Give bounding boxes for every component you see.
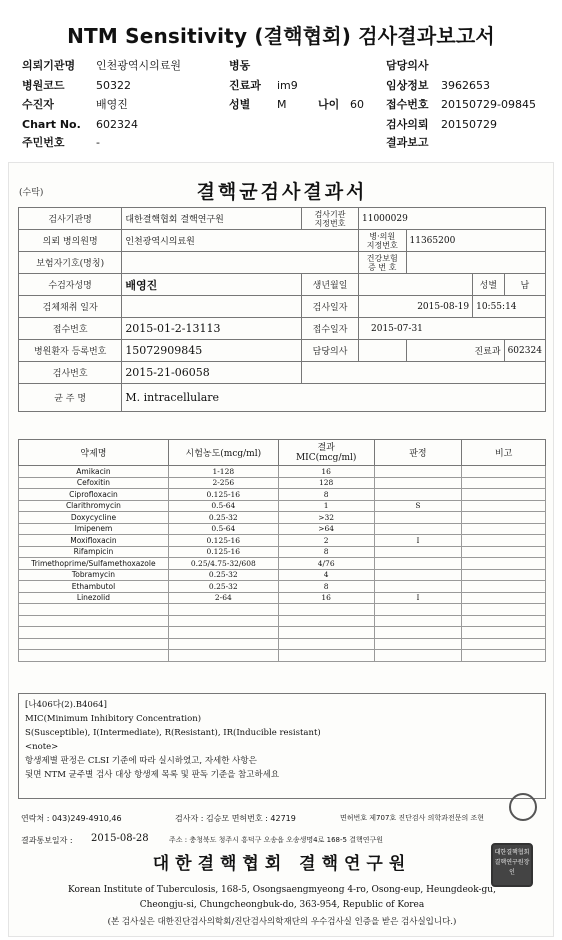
receipt-value: 20150729-09845: [441, 98, 536, 111]
interpretation: [374, 523, 462, 535]
collect-date-label: 검체채취 일자: [19, 296, 122, 318]
interpretation: [374, 466, 462, 478]
drug-row: [19, 592, 546, 604]
interpretation: I: [374, 535, 462, 547]
disclaimer: (본 검사실은 대한진단검사의학회/진단검사의학재단의 우수검사실 인증을 받은 검사실입니다.): [107, 917, 457, 927]
remark: [462, 466, 546, 478]
drug-row: [19, 466, 546, 478]
remark: [462, 535, 546, 547]
org-name-value: 대한결핵협회 결핵연구원: [122, 208, 302, 230]
address-kr: 주소 : 충청북도 청주시 흥덕구 오송읍 오송생명4로 168-5 결핵연구원: [169, 836, 384, 844]
drug-name: Imipenem: [19, 523, 169, 535]
remark: [462, 558, 546, 570]
empty-cell: [462, 638, 546, 650]
test-no-label: 검사번호: [19, 362, 122, 384]
interpretation: I: [374, 592, 462, 604]
drug-row: [19, 477, 546, 489]
hosp-reg-label: 병원환자 등록번호: [19, 340, 122, 362]
insurer-label: 보험자기호(명칭): [19, 252, 122, 274]
chart-value: 602324: [96, 118, 138, 131]
empty-cell: [462, 615, 546, 627]
mic-value: 1: [278, 500, 374, 512]
interpretation: [374, 546, 462, 558]
dept-label-2: 진료과: [406, 340, 504, 362]
org-no-label: 검사기관 지정번호: [302, 208, 359, 230]
empty-cell: [278, 604, 374, 616]
drug-row: [19, 523, 546, 535]
empty-cell: [374, 638, 462, 650]
empty-cell: [278, 627, 374, 639]
remark: [462, 477, 546, 489]
patient-label: 수진자: [22, 98, 54, 111]
test-range: 0.125-16: [168, 489, 278, 501]
notes-legend: S(Susceptible), I(Intermediate), R(Resistant), IR(Inducible resistant): [25, 728, 321, 738]
test-range: 0.25-32: [168, 569, 278, 581]
empty-cell: [278, 638, 374, 650]
drug-name: Clarithromycin: [19, 500, 169, 512]
drug-table: [18, 439, 546, 662]
notes-line-1: 항생제별 판정은 CLSI 기준에 따라 실시하였고, 자세한 사항은: [25, 756, 257, 766]
address-en-1: Korean Institute of Tuberculosis, 168-5, Osongsaengmyeong 4-ro, Osong-eup, Heungdeok-gu,: [68, 885, 496, 895]
drug-name: Rifampicin: [19, 546, 169, 558]
chart-label: Chart No.: [22, 118, 81, 131]
empty-cell: [168, 615, 278, 627]
circle-stamp: [509, 793, 537, 821]
drug-row-empty: [19, 604, 546, 616]
request-label: 검사의뢰: [386, 118, 429, 131]
clinic-value: 3962653: [441, 79, 490, 92]
note-header: 비고: [462, 440, 546, 466]
sex-value-2: 남: [504, 274, 545, 296]
interpretation: [374, 558, 462, 570]
remark: [462, 581, 546, 593]
receipt-no-label: 접수번호: [19, 318, 122, 340]
notes-mic: MIC(Minimum Inhibitory Concentration): [25, 714, 202, 724]
req-no-label: 병·의원 지정번호: [359, 230, 407, 252]
empty-cell: [19, 604, 169, 616]
report-date-value: 2015-08-28: [91, 833, 149, 844]
test-time-value: 10:55:14: [473, 296, 546, 318]
test-range: 0.25-32: [168, 581, 278, 593]
receipt-no-value: 2015-01-2-13113: [122, 318, 302, 340]
empty-cell: [374, 650, 462, 662]
request-value: 20150729: [441, 118, 497, 131]
mic-value: 4/76: [278, 558, 374, 570]
test-date-value: 2015-08-19: [359, 296, 473, 318]
receipt-date-label: 접수일자: [302, 318, 359, 340]
empty-cell: [19, 638, 169, 650]
mic-value: 8: [278, 581, 374, 593]
remark: [462, 512, 546, 524]
receipt-label: 접수번호: [386, 98, 429, 111]
test-range: 0.5-64: [168, 523, 278, 535]
drug-name: Tobramycin: [19, 569, 169, 581]
interpretation: [374, 569, 462, 581]
sex-value: M: [277, 98, 287, 111]
mic-value: 8: [278, 546, 374, 558]
interpretation: [374, 512, 462, 524]
drug-name: Ciprofloxacin: [19, 489, 169, 501]
hosp-reg-value: 15072909845: [122, 340, 302, 362]
remark: [462, 546, 546, 558]
remark: [462, 500, 546, 512]
test-range: 1-128: [168, 466, 278, 478]
mic-value: >32: [278, 512, 374, 524]
empty-cell: [462, 627, 546, 639]
req-hosp-value: 인천광역시의료원: [122, 230, 359, 252]
empty-cell: [374, 627, 462, 639]
drug-row-empty: [19, 627, 546, 639]
org-label: 의뢰기관명: [22, 59, 76, 72]
empty-cell: [278, 650, 374, 662]
species-label: 균 주 명: [19, 384, 122, 412]
drug-name: Ethambutol: [19, 581, 169, 593]
patient-name-label: 수검자성명: [19, 274, 122, 296]
consign-label: (수탁): [19, 188, 44, 198]
dob-value: [359, 274, 473, 296]
dob-label: 생년월일: [302, 274, 359, 296]
drug-header: 약제명: [19, 440, 169, 466]
test-no-value: 2015-21-06058: [122, 362, 302, 384]
report-label: 결과보고: [386, 136, 429, 149]
mic-value: 128: [278, 477, 374, 489]
clinic-label: 임상정보: [386, 79, 429, 92]
patient-value: 배영진: [96, 98, 128, 111]
notes-line-2: 뒷면 NTM 균주별 검사 대상 항생제 목록 및 판독 기준을 참고하세요: [25, 770, 280, 780]
code-label: 병원코드: [22, 79, 65, 92]
dept-label: 진료과: [229, 79, 261, 92]
drug-row-empty: [19, 638, 546, 650]
ward-label: 병동: [229, 59, 251, 72]
empty-cell: [462, 604, 546, 616]
drug-name: Linezolid: [19, 592, 169, 604]
req-hosp-label: 의뢰 병의원명: [19, 230, 122, 252]
age-label: 나이: [318, 98, 340, 111]
test-range: 2-256: [168, 477, 278, 489]
org-name-label: 검사기관명: [19, 208, 122, 230]
drug-row: [19, 489, 546, 501]
doctor-label: 담당의사: [386, 59, 429, 72]
empty-cell: [19, 650, 169, 662]
empty-cell: [168, 604, 278, 616]
health-no-label: 건강보험 증 번 호: [359, 252, 407, 274]
dept-value: im9: [277, 79, 298, 92]
remark: [462, 592, 546, 604]
age-value: 60: [350, 98, 364, 111]
empty-cell: [19, 627, 169, 639]
test-range: 0.25/4.75-32/608: [168, 558, 278, 570]
dept-value-2: 602324: [504, 340, 545, 362]
test-range: 0.25-32: [168, 512, 278, 524]
test-range: 0.125-16: [168, 535, 278, 547]
drug-row-empty: [19, 615, 546, 627]
test-no-blank: [302, 362, 546, 384]
interpretation: [374, 581, 462, 593]
test-range: 0.5-64: [168, 500, 278, 512]
test-date-label: 검사일자: [302, 296, 359, 318]
empty-cell: [168, 650, 278, 662]
page-title: NTM Sensitivity (결핵협회) 검사결과보고서: [67, 24, 495, 48]
notes-code: [나406다(2).B4064]: [25, 700, 107, 710]
notes-note: <note>: [25, 742, 59, 752]
drug-row: [19, 569, 546, 581]
empty-cell: [462, 650, 546, 662]
drug-row-empty: [19, 650, 546, 662]
test-range: 2-64: [168, 592, 278, 604]
empty-cell: [278, 615, 374, 627]
drug-row: [19, 535, 546, 547]
scanned-report: [8, 162, 554, 937]
id-value: -: [96, 136, 100, 149]
id-label: 주민번호: [22, 136, 65, 149]
mic-header: 결과 MIC(mcg/ml): [278, 440, 374, 466]
mic-value: 8: [278, 489, 374, 501]
empty-cell: [168, 638, 278, 650]
empty-cell: [374, 615, 462, 627]
drug-row: [19, 500, 546, 512]
contact: 연락처 : 043)249-4910,46: [21, 814, 122, 823]
code-value: 50322: [96, 79, 131, 92]
mic-value: 16: [278, 466, 374, 478]
drug-name: Moxifloxacin: [19, 535, 169, 547]
report-title: 결핵균검사결과서: [196, 181, 368, 203]
remark: [462, 489, 546, 501]
mic-value: 4: [278, 569, 374, 581]
doctor-value-2: [359, 340, 407, 362]
collect-date-value: [122, 296, 302, 318]
institute-name: 대한결핵협회 결핵연구원: [152, 854, 412, 874]
req-no-value: 11365200: [406, 230, 546, 252]
drug-row: [19, 558, 546, 570]
drug-row: [19, 546, 546, 558]
remark: [462, 523, 546, 535]
drug-name: Doxycycline: [19, 512, 169, 524]
interpretation: [374, 489, 462, 501]
mic-value: 2: [278, 535, 374, 547]
report-date-label: 결과통보일자 :: [21, 836, 73, 845]
patient-name-value: 배영진: [122, 274, 302, 296]
doctor-label-2: 담당의사: [302, 340, 359, 362]
drug-name: Amikacin: [19, 466, 169, 478]
mic-value: 16: [278, 592, 374, 604]
interpretation: [374, 477, 462, 489]
tester: 검사자 : 김승모 면허번호 : 42719: [175, 814, 296, 823]
notes-box: [18, 693, 546, 799]
info-table: [18, 207, 546, 412]
mic-value: >64: [278, 523, 374, 535]
range-header: 시험농도(mcg/ml): [168, 440, 278, 466]
species-value: M. intracellulare: [122, 384, 546, 412]
sex-label-2: 성별: [473, 274, 504, 296]
official-seal: 대한결핵협회결핵연구원장인: [491, 843, 533, 887]
remark: [462, 569, 546, 581]
empty-cell: [19, 615, 169, 627]
health-no-value: [406, 252, 546, 274]
license: 면허번호 제707호 진단검사 의학과전문의 조현: [340, 814, 484, 822]
drug-row: [19, 512, 546, 524]
receipt-date-value: 2015-07-31: [359, 318, 546, 340]
insurer-value: [122, 252, 359, 274]
interp-header: 판정: [374, 440, 462, 466]
drug-name: Cefoxitin: [19, 477, 169, 489]
address-en-2: Cheongju-si, Chungcheongbuk-do, 363-954, Republic of Korea: [139, 900, 425, 910]
drug-row: [19, 581, 546, 593]
org-value: 인천광역시의료원: [96, 59, 182, 72]
test-range: 0.125-16: [168, 546, 278, 558]
drug-name: Trimethoprime/Sulfamethoxazole: [19, 558, 169, 570]
sex-label: 성별: [229, 98, 251, 111]
org-no-value: 11000029: [359, 208, 546, 230]
interpretation: S: [374, 500, 462, 512]
empty-cell: [168, 627, 278, 639]
empty-cell: [374, 604, 462, 616]
